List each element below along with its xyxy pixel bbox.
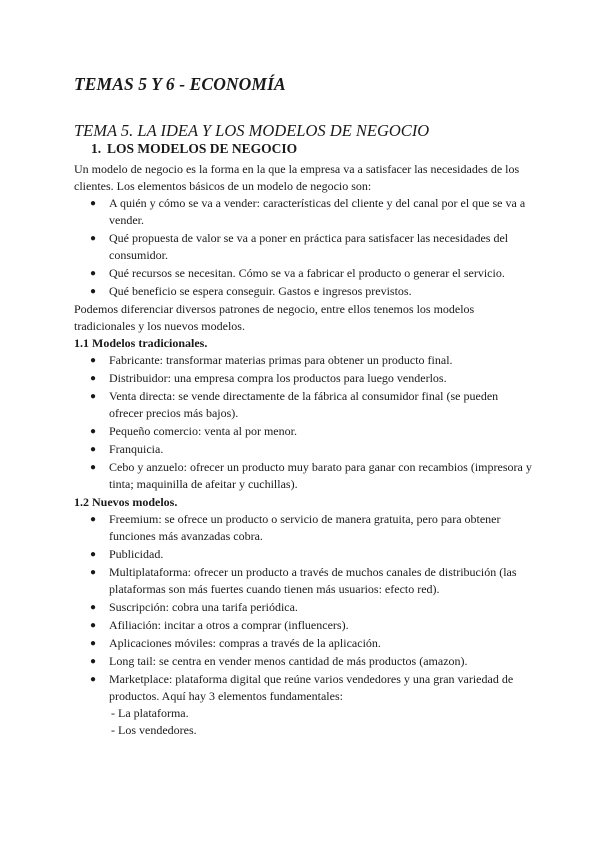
list-item: ● Long tail: se centra en vender menos cantidad de más productos (amazon). (90, 654, 468, 668)
bullet-icon: ● (90, 674, 97, 685)
list-item: ● Publicidad. (90, 547, 164, 561)
bullet-icon: ● (90, 444, 97, 455)
traditional-models-list (74, 352, 532, 493)
business-elements-list (74, 195, 532, 300)
bullet-icon: ● (90, 462, 97, 473)
bullet-icon: ● (90, 656, 97, 667)
bullet-icon: ● (90, 233, 97, 244)
list-item: ● Multiplataforma: ofrecer un producto a través de muchos canales de distribución (las plataformas son más fuertes cuando tienen más usuarios: efecto red). (90, 565, 517, 596)
tema-title: TEMA 5. LA IDEA Y LOS MODELOS DE NEGOCIO (74, 121, 430, 140)
list-item: ● Qué beneficio se espera conseguir. Gastos e ingresos previstos. (90, 284, 412, 298)
bullet-icon: ● (90, 355, 97, 366)
bullet-icon: ● (90, 198, 97, 209)
bullet-icon: ● (90, 638, 97, 649)
marketplace-elements-list (109, 705, 532, 739)
list-item: - La plataforma. (111, 706, 189, 720)
bullet-icon: ● (90, 567, 97, 578)
bullet-icon: ● (90, 286, 97, 297)
bullet-icon: ● (90, 268, 97, 279)
section-heading (91, 141, 297, 157)
list-item: ● Qué propuesta de valor se va a poner en práctica para satisfacer las necesidades del consumidor. (90, 231, 509, 262)
list-item: ● Aplicaciones móviles: compras a través de la aplicación. (90, 636, 381, 650)
list-item: ● Cebo y anzuelo: ofrecer un producto muy barato para ganar con recambios (impresora y tinta; maquinilla de afeitar y cuchillas). (90, 460, 532, 491)
intro-paragraph: Un modelo de negocio es la forma en la que la empresa va a satisfacer las necesidades de los clientes. Los elementos básicos de un modelo de negocio son: (74, 162, 520, 193)
bullet-icon: ● (90, 426, 97, 437)
new-models-heading: 1.2 Nuevos modelos. (74, 495, 178, 509)
bullet-icon: ● (90, 373, 97, 384)
bullet-icon: ● (90, 602, 97, 613)
bullet-icon: ● (90, 549, 97, 560)
list-item: ● Franquicia. (90, 442, 164, 456)
list-item: ● Marketplace: plataforma digital que reúne varios vendedores y una gran variedad de productos. Aquí hay 3 elementos fundamentales: - La plataforma. - Los vendedores. (74, 671, 532, 739)
list-item: ● Qué recursos se necesitan. Cómo se va a fabricar el producto o generar el servicio. (90, 266, 505, 280)
section-heading-text: LOS MODELOS DE NEGOCIO (107, 141, 298, 156)
list-item: ● Distribuidor: una empresa compra los productos para luego venderlos. (90, 371, 447, 385)
list-item: ● Pequeño comercio: venta al por menor. (90, 424, 297, 438)
new-models-list (74, 511, 532, 739)
list-item: - Los vendedores. (111, 723, 197, 737)
list-item: ● Afiliación: incitar a otros a comprar (influencers). (90, 618, 349, 632)
bullet-icon: ● (90, 391, 97, 402)
bullet-icon: ● (90, 514, 97, 525)
list-item: ● Fabricante: transformar materias primas para obtener un producto final. (90, 353, 453, 367)
list-item: ● Freemium: se ofrece un producto o servicio de manera gratuita, pero para obtener funciones más avanzadas cobra. (90, 512, 501, 543)
section-number: 1. (91, 141, 102, 156)
bullet-icon: ● (90, 620, 97, 631)
patterns-paragraph: Podemos diferenciar diversos patrones de negocio, entre ellos tenemos los modelos tradicionales y los nuevos modelos. (74, 302, 475, 333)
list-item: ● A quién y cómo se va a vender: características del cliente y del canal por el que se va a vender. (90, 196, 526, 227)
traditional-models-heading: 1.1 Modelos tradicionales. (74, 336, 208, 350)
document-body (74, 161, 532, 740)
list-item: ● Venta directa: se vende directamente de la fábrica al consumidor final (se pueden ofrecer precios más bajos). (90, 389, 499, 420)
document-title: TEMAS 5 Y 6 - ECONOMÍA (74, 74, 286, 94)
list-item: ● Suscripción: cobra una tarifa periódica. (90, 600, 298, 614)
